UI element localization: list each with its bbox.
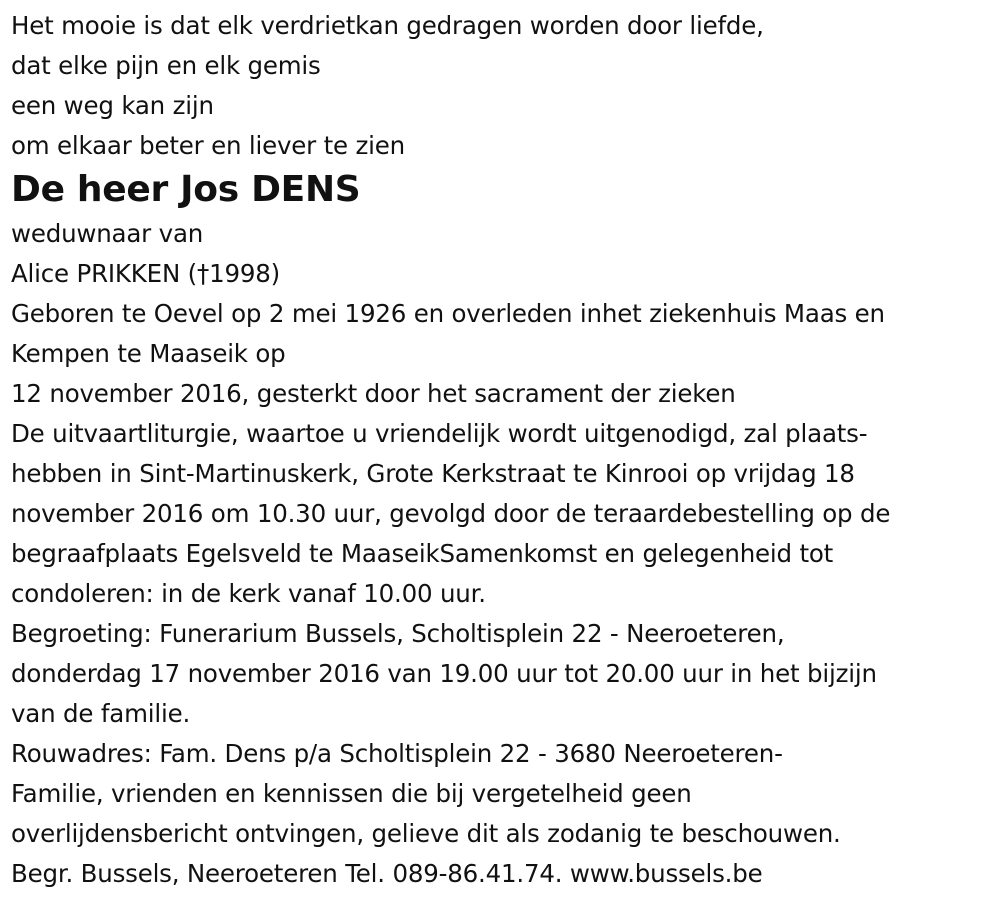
text-line: Geboren te Oevel op 2 mei 1926 en overleden inhet ziekenhuis Maas en bbox=[11, 299, 885, 328]
text-line: Familie, vrienden en kennissen die bij vergetelheid geen bbox=[11, 779, 692, 808]
text-line: november 2016 om 10.30 uur, gevolgd door de teraardebestelling op de bbox=[11, 499, 891, 528]
address-details bbox=[11, 734, 991, 854]
funeral-home-footer: Begr. Bussels, Neeroeteren Tel. 089-86.41.74. www.bussels.be bbox=[11, 859, 763, 888]
birth-death-details bbox=[11, 294, 991, 414]
deceased-name: De heer Jos DENS bbox=[11, 169, 361, 210]
text-line: overlijdensbericht ontvingen, gelieve dit als zodanig te beschouwen. bbox=[11, 819, 841, 848]
poem bbox=[11, 6, 991, 166]
text-line: 12 november 2016, gesterkt door het sacrament der zieken bbox=[11, 379, 736, 408]
poem-line: dat elke pijn en elk gemis bbox=[11, 51, 321, 80]
text-line: van de familie. bbox=[11, 699, 191, 728]
spouse-name: Alice PRIKKEN (†1998) bbox=[11, 259, 280, 288]
obituary-notice bbox=[11, 6, 991, 894]
funeral-details bbox=[11, 414, 991, 614]
text-line: Kempen te Maaseik op bbox=[11, 339, 286, 368]
greeting-details bbox=[11, 614, 991, 734]
text-line: hebben in Sint-Martinuskerk, Grote Kerkstraat te Kinrooi op vrijdag 18 bbox=[11, 459, 855, 488]
text-line: Rouwadres: Fam. Dens p/a Scholtisplein 22 - 3680 Neeroeteren- bbox=[11, 739, 783, 768]
relation-text: weduwnaar van bbox=[11, 219, 204, 248]
text-line: condoleren: in de kerk vanaf 10.00 uur. bbox=[11, 579, 486, 608]
poem-line: om elkaar beter en liever te zien bbox=[11, 131, 405, 160]
text-line: begraafplaats Egelsveld te MaaseikSamenkomst en gelegenheid tot bbox=[11, 539, 834, 568]
text-line: Begroeting: Funerarium Bussels, Scholtisplein 22 - Neeroeteren, bbox=[11, 619, 785, 648]
text-line: donderdag 17 november 2016 van 19.00 uur tot 20.00 uur in het bijzijn bbox=[11, 659, 877, 688]
text-line: De uitvaartliturgie, waartoe u vriendelijk wordt uitgenodigd, zal plaats- bbox=[11, 419, 868, 448]
poem-line: Het mooie is dat elk verdrietkan gedragen worden door liefde, bbox=[11, 11, 764, 40]
poem-line: een weg kan zijn bbox=[11, 91, 214, 120]
